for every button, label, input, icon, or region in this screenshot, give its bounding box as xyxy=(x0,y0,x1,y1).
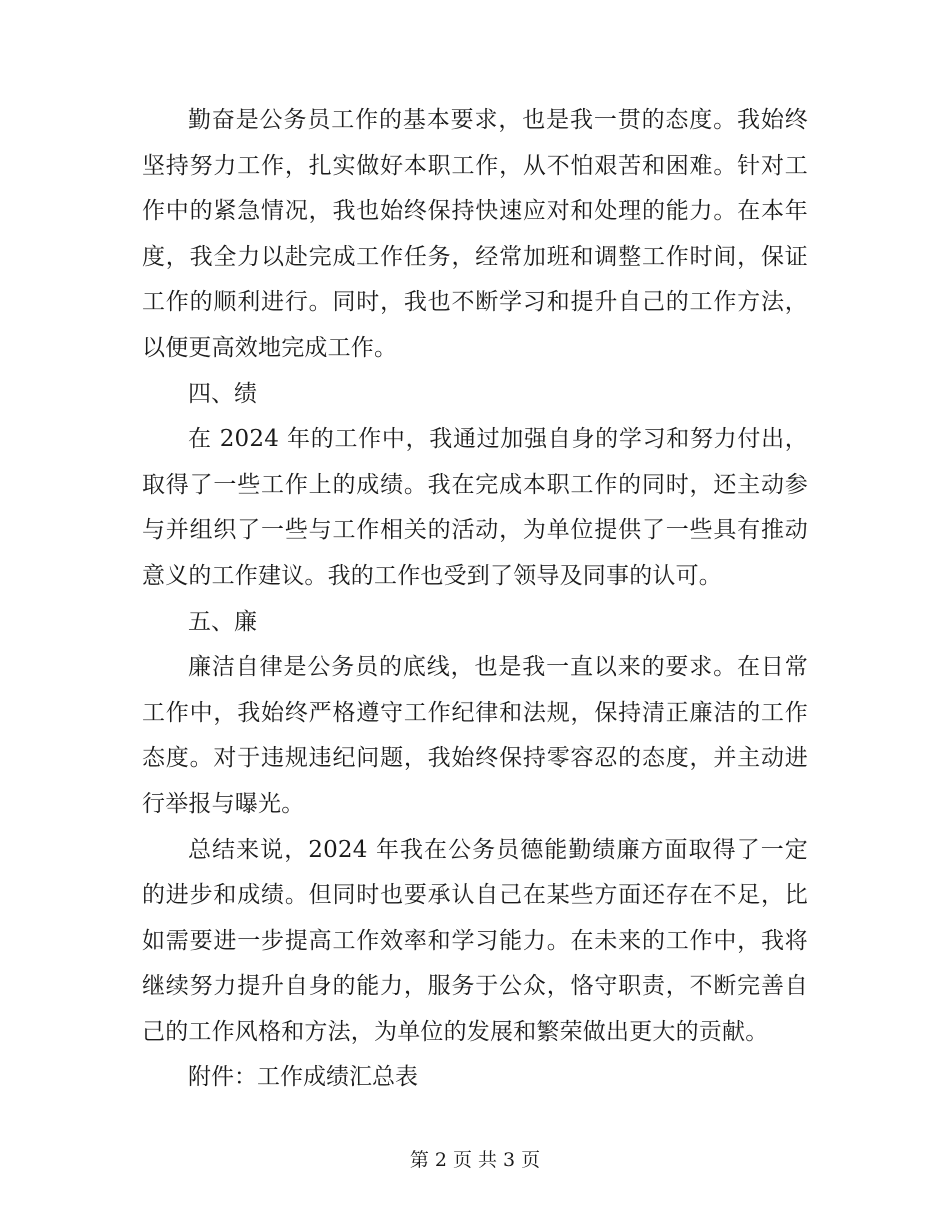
document-body xyxy=(142,98,808,1101)
section-heading-integrity: 五、廉 xyxy=(188,608,257,635)
paragraph-summary: 总结来说，2024 年我在公务员德能勤绩廉方面取得了一定的进步和成绩。但同时也要承认自己在某些方面还存在不足，比如需要进一步提高工作效率和学习能力。在未来的工作中，我将继续努力提升自身的能力，服务于公众，恪守职责，不断完善自己的工作风格和方法，为单位的发展和繁荣做出更大的贡献。 xyxy=(142,836,808,1045)
attachment-line: 附件：工作成绩汇总表 xyxy=(188,1064,418,1091)
paragraph-performance: 在 2024 年的工作中，我通过加强自身的学习和努力付出，取得了一些工作上的成绩。我在完成本职工作的同时，还主动参与并组织了一些与工作相关的活动，为单位提供了一些具有推动意义的工作建议。我的工作也受到了领导及同事的认可。 xyxy=(142,426,808,589)
section-heading-performance: 四、绩 xyxy=(188,380,257,407)
paragraph-diligence: 勤奋是公务员工作的基本要求，也是我一贯的态度。我始终坚持努力工作，扎实做好本职工作，从不怕艰苦和困难。针对工作中的紧急情况，我也始终保持快速应对和处理的能力。在本年度，我全力以赴完成工作任务，经常加班和调整工作时间，保证工作的顺利进行。同时，我也不断学习和提升自己的工作方法，以便更高效地完成工作。 xyxy=(142,107,808,361)
paragraph-integrity: 廉洁自律是公务员的底线，也是我一直以来的要求。在日常工作中，我始终严格遵守工作纪律和法规，保持清正廉洁的工作态度。对于违规违纪问题，我始终保持零容忍的态度，并主动进行举报与曝光。 xyxy=(142,654,808,817)
page-number-footer: 第 2 页 共 3 页 xyxy=(409,1149,541,1171)
